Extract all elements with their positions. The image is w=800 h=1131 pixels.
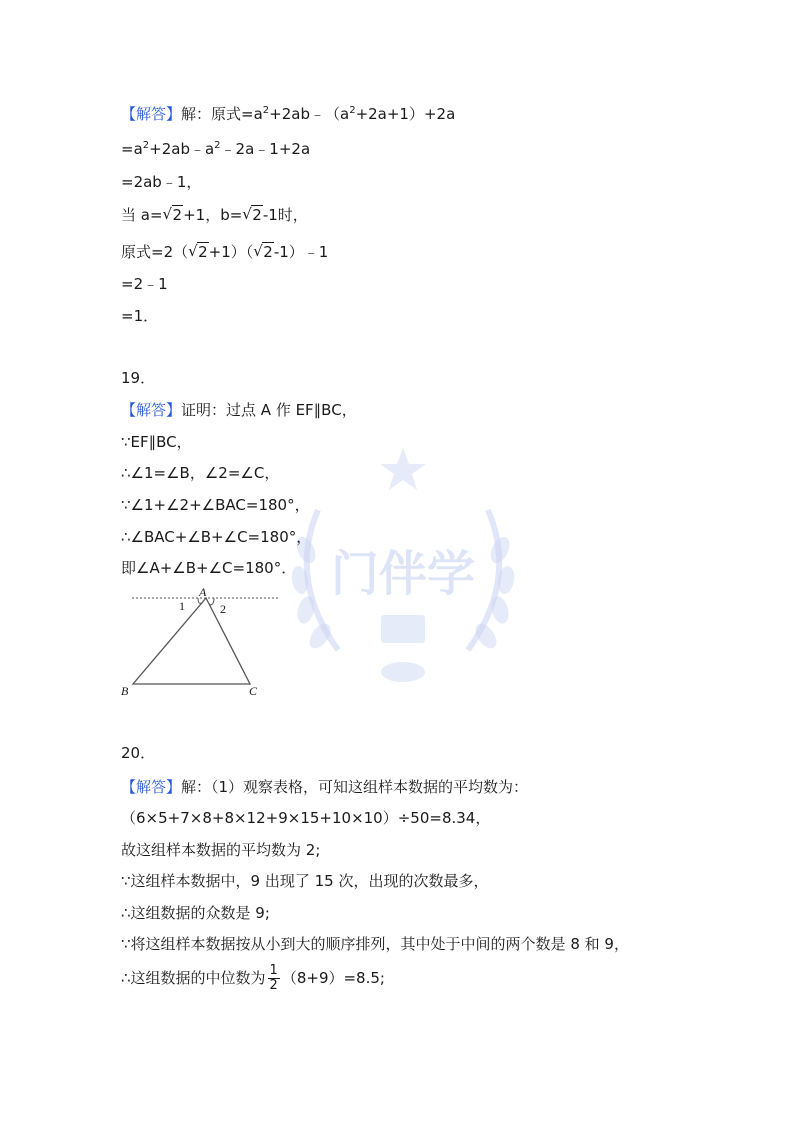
answer-18-line-1 — [121, 104, 455, 127]
label-1: 1 — [179, 599, 185, 613]
watermark-text: 门伴学 — [330, 546, 476, 602]
angle-arc-2 — [210, 598, 214, 605]
radicand: 2 — [172, 206, 183, 224]
answer-20-line-3: 故这组样本数据的平均数为 2; — [121, 841, 321, 859]
answer-19-line-5: ∴∠BAC+∠B+∠C=180°， — [121, 528, 312, 546]
answer-tag: 【解答】 — [121, 778, 182, 796]
sqrt-expression — [253, 242, 274, 262]
answer-tag: 【解答】 — [121, 401, 182, 419]
radicand: 2 — [263, 243, 273, 261]
text-segment: +2a+1）+2a — [355, 105, 456, 123]
label-a: A — [199, 585, 207, 599]
sqrt-expression — [242, 205, 263, 225]
fraction — [268, 964, 280, 993]
triangle-abc — [133, 598, 250, 684]
answer-20-line-2: （6×5+7×8+8×12+9×15+10×10）÷50=8.34， — [121, 809, 491, 827]
text-segment: -1时， — [262, 206, 308, 224]
answer-18-line-2 — [121, 139, 310, 162]
answer-20-line-4: ∵这组样本数据中，9 出现了 15 次，出现的次数最多， — [121, 872, 489, 890]
answer-18-line-7: =1． — [121, 307, 159, 325]
radicand: 2 — [252, 206, 262, 224]
question-number-20: 20． — [121, 744, 156, 762]
text-segment: 证明：过点 A 作 EF∥BC， — [181, 401, 357, 419]
answer-20-line-6: ∵将这组样本数据按从小到大的顺序排列，其中处于中间的两个数是 8 和 9， — [121, 935, 629, 953]
radicand: 2 — [198, 243, 208, 261]
text-segment: =a — [121, 140, 143, 158]
answer-tag: 【解答】 — [121, 105, 182, 123]
text-segment: +1，b= — [183, 206, 243, 224]
fraction-numerator: 1 — [269, 963, 278, 978]
text-segment: 解：（1）观察表格，可知这组样本数据的平均数为： — [181, 778, 529, 796]
answer-19-line-1 — [121, 400, 357, 420]
answer-19-line-3: ∴∠1=∠B，∠2=∠C， — [121, 464, 280, 482]
question-number-19: 19． — [121, 369, 156, 387]
watermark-logo — [278, 440, 528, 700]
text-segment: +2ab﹣a — [149, 140, 215, 158]
sqrt-expression — [163, 205, 184, 225]
triangle-figure — [118, 585, 283, 700]
fraction-denominator: 2 — [269, 978, 278, 993]
answer-20-line-1 — [121, 777, 528, 797]
text-segment: 当 a= — [121, 206, 163, 224]
answer-18-line-5 — [121, 242, 328, 262]
text-segment: （8+9）=8.5; — [281, 969, 385, 987]
superscript: 2 — [349, 105, 356, 116]
answer-19-line-6: 即∠A+∠B+∠C=180°． — [121, 559, 297, 577]
label-b: B — [121, 684, 129, 698]
text-segment: +2ab﹣（a — [269, 105, 350, 123]
text-segment: +1）（ — [208, 243, 254, 261]
superscript: 2 — [142, 140, 150, 151]
answer-18-line-4 — [121, 205, 308, 225]
text-segment: 原式=2（ — [121, 243, 189, 261]
text-segment: -1）﹣1 — [273, 243, 329, 261]
answer-19-line-2: ∵EF∥BC， — [121, 433, 192, 451]
superscript: 2 — [262, 105, 270, 116]
text-segment: ﹣2a﹣1+2a — [220, 140, 311, 158]
answer-19-line-4: ∵∠1+∠2+∠BAC=180°， — [121, 496, 310, 514]
answer-20-line-7 — [121, 964, 385, 993]
text-segment: ∴这组数据的中位数为 — [121, 969, 266, 987]
text-segment: 解：原式=a — [181, 105, 263, 123]
label-c: C — [249, 684, 258, 698]
superscript: 2 — [214, 140, 221, 151]
sqrt-expression — [188, 242, 209, 262]
label-2: 2 — [220, 602, 226, 616]
answer-20-line-5: ∴这组数据的众数是 9; — [121, 904, 270, 922]
answer-18-line-3: =2ab﹣1， — [121, 173, 202, 191]
answer-18-line-6: =2﹣1 — [121, 275, 168, 293]
